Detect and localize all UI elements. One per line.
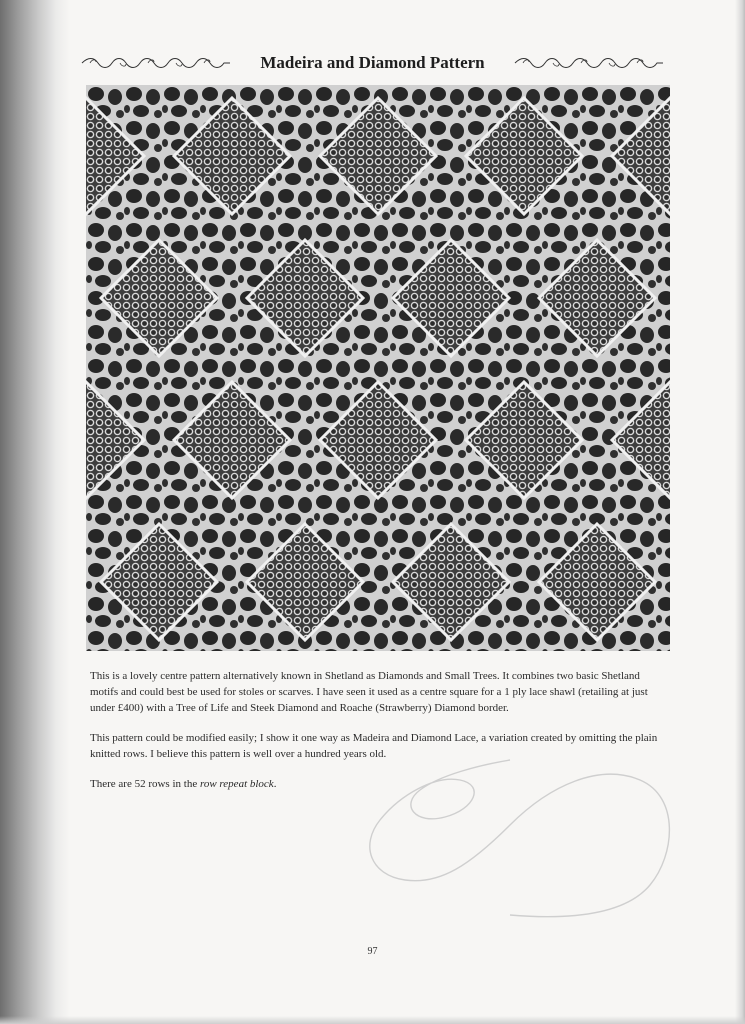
lace-swatch-photo bbox=[86, 85, 670, 651]
page-header bbox=[80, 50, 665, 76]
page-right-edge bbox=[735, 0, 745, 1024]
scroll-ornament-icon bbox=[80, 56, 232, 70]
scroll-ornament-icon bbox=[513, 56, 665, 70]
yarn-strand-icon bbox=[360, 755, 690, 925]
lace-pattern-image bbox=[86, 85, 670, 651]
paragraph-intro: This is a lovely centre pattern alternatively known in Shetland as Diamonds and Small Trees. It combines two basic Shetland motifs and could best be used for stoles or scarves. I have seen it used as a centre square for a 1 ply lace shawl (retailing at just under £400) with a Tree of Life and Steek Diamond and Roache (Strawberry) Diamond border. bbox=[90, 670, 648, 714]
repeat-note-suffix: . bbox=[273, 778, 277, 790]
paragraph-variation: This pattern could be modified easily; I show it one way as Madeira and Diamond Lace, a variation created by omitting the plain knitted rows. I believe this pattern is well over a hundred years old. bbox=[90, 732, 658, 760]
repeat-block-term: row repeat block bbox=[199, 778, 274, 790]
page-title: Madeira and Diamond Pattern bbox=[260, 53, 485, 72]
page-number: 97 bbox=[367, 946, 378, 957]
book-spine-shadow bbox=[0, 0, 70, 1024]
page-bottom-edge bbox=[0, 1016, 745, 1024]
repeat-note-prefix: There are 52 rows in the bbox=[90, 778, 200, 790]
